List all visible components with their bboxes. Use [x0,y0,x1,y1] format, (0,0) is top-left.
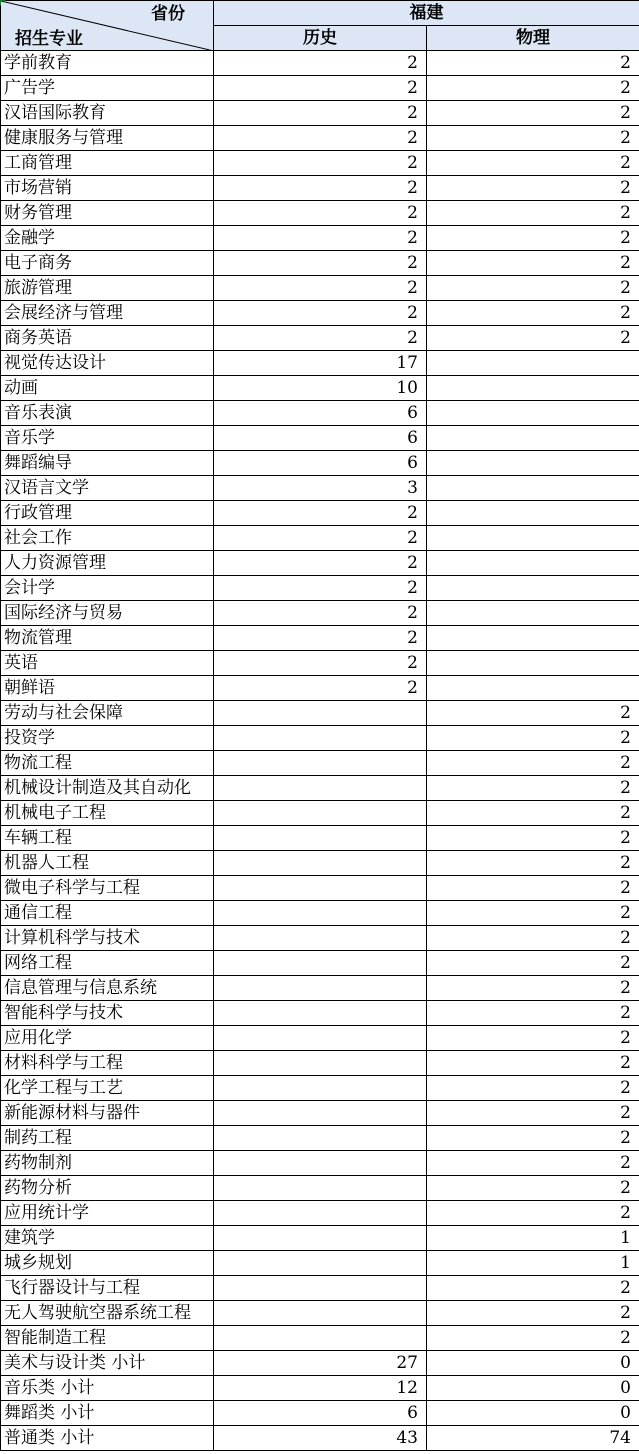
major-name-cell[interactable]: 机器人工程 [1,851,214,876]
major-name-cell[interactable]: 城乡规划 [1,1251,214,1276]
table-row [1,876,639,901]
history-count-cell[interactable] [214,1326,427,1351]
history-count-cell[interactable]: 2 [214,76,427,101]
table-row [1,351,639,376]
major-name-cell[interactable]: 社会工作 [1,526,214,551]
physics-header-cell[interactable]: 物理 [427,26,639,51]
major-name-cell[interactable]: 建筑学 [1,1226,214,1251]
table-row [1,426,639,451]
major-name-cell[interactable]: 微电子科学与工程 [1,876,214,901]
history-count-cell[interactable] [214,751,427,776]
physics-count-cell[interactable] [427,526,639,551]
table-row [1,101,639,126]
history-count-cell[interactable]: 2 [214,276,427,301]
physics-count-cell[interactable] [427,401,639,426]
history-count-cell[interactable]: 6 [214,1401,427,1426]
history-count-cell[interactable] [214,1301,427,1326]
table-row [1,926,639,951]
table-row [1,376,639,401]
major-name-cell[interactable]: 制药工程 [1,1126,214,1151]
history-count-cell[interactable]: 3 [214,476,427,501]
table-row [1,1001,639,1026]
major-name-cell[interactable]: 健康服务与管理 [1,126,214,151]
physics-count-cell[interactable]: 1 [427,1251,639,1276]
physics-count-cell[interactable] [427,676,639,701]
table-row [1,251,639,276]
physics-count-cell[interactable]: 2 [427,1301,639,1326]
major-name-cell[interactable]: 行政管理 [1,501,214,526]
major-name-cell[interactable]: 视觉传达设计 [1,351,214,376]
major-name-cell[interactable]: 音乐学 [1,426,214,451]
history-count-cell[interactable] [214,1251,427,1276]
physics-count-cell[interactable]: 2 [427,176,639,201]
history-count-cell[interactable] [214,1151,427,1176]
table-row [1,576,639,601]
major-name-cell[interactable]: 广告学 [1,76,214,101]
history-count-cell[interactable] [214,1126,427,1151]
table-row [1,1101,639,1126]
table-row [1,676,639,701]
physics-count-cell[interactable]: 2 [427,1001,639,1026]
table-row [1,1351,639,1376]
physics-count-cell[interactable] [427,376,639,401]
history-count-cell[interactable] [214,1026,427,1051]
history-header-cell[interactable]: 历史 [214,26,427,51]
major-name-cell[interactable]: 应用统计学 [1,1201,214,1226]
major-name-cell[interactable]: 计算机科学与技术 [1,926,214,951]
history-count-cell[interactable] [214,926,427,951]
physics-count-cell[interactable]: 2 [427,826,639,851]
major-name-cell[interactable]: 舞蹈编导 [1,451,214,476]
history-count-cell[interactable]: 2 [214,226,427,251]
major-name-cell[interactable]: 舞蹈类 小计 [1,1401,214,1426]
history-count-cell[interactable]: 10 [214,376,427,401]
physics-count-cell[interactable]: 0 [427,1351,639,1376]
table-row [1,801,639,826]
history-count-cell[interactable]: 2 [214,501,427,526]
history-count-cell[interactable] [214,1201,427,1226]
physics-count-cell[interactable]: 2 [427,851,639,876]
major-name-cell[interactable]: 音乐类 小计 [1,1376,214,1401]
physics-count-cell[interactable]: 0 [427,1401,639,1426]
table-row [1,976,639,1001]
table-row [1,176,639,201]
history-count-cell[interactable] [214,826,427,851]
table-row [1,1176,639,1201]
physics-count-cell[interactable]: 2 [427,101,639,126]
table-row [1,201,639,226]
physics-count-cell[interactable] [427,576,639,601]
physics-count-cell[interactable]: 2 [427,726,639,751]
table-row [1,526,639,551]
major-name-cell[interactable]: 英语 [1,651,214,676]
major-name-cell[interactable]: 车辆工程 [1,826,214,851]
major-name-cell[interactable]: 无人驾驶航空器系统工程 [1,1301,214,1326]
table-row [1,451,639,476]
physics-count-cell[interactable]: 2 [427,326,639,351]
table-row [1,1151,639,1176]
history-count-cell[interactable]: 6 [214,451,427,476]
history-count-cell[interactable] [214,801,427,826]
table-row [1,1026,639,1051]
history-count-cell[interactable]: 2 [214,551,427,576]
table-row [1,1326,639,1351]
major-name-cell[interactable]: 音乐表演 [1,401,214,426]
table-row [1,326,639,351]
major-name-cell[interactable]: 汉语国际教育 [1,101,214,126]
history-count-cell[interactable]: 2 [214,126,427,151]
history-count-cell[interactable]: 2 [214,526,427,551]
physics-count-cell[interactable]: 2 [427,201,639,226]
table-row [1,951,639,976]
major-name-cell[interactable]: 投资学 [1,726,214,751]
major-name-cell[interactable]: 劳动与社会保障 [1,701,214,726]
major-name-cell[interactable]: 机械电子工程 [1,801,214,826]
physics-count-cell[interactable] [427,426,639,451]
major-name-cell[interactable]: 美术与设计类 小计 [1,1351,214,1376]
history-count-cell[interactable] [214,951,427,976]
table-row [1,401,639,426]
table-row [1,1276,639,1301]
physics-count-cell[interactable]: 2 [427,126,639,151]
major-name-cell[interactable]: 电子商务 [1,251,214,276]
physics-count-cell[interactable] [427,601,639,626]
physics-count-cell[interactable]: 2 [427,1076,639,1101]
history-count-cell[interactable] [214,1051,427,1076]
major-name-cell[interactable]: 金融学 [1,226,214,251]
history-count-cell[interactable] [214,1176,427,1201]
major-name-cell[interactable]: 普通类 小计 [1,1426,214,1451]
history-count-cell[interactable]: 2 [214,101,427,126]
history-count-cell[interactable] [214,1226,427,1251]
table-row [1,301,639,326]
physics-count-cell[interactable]: 2 [427,1126,639,1151]
major-name-cell[interactable]: 朝鲜语 [1,676,214,701]
physics-count-cell[interactable]: 2 [427,976,639,1001]
table-row [1,1301,639,1326]
physics-count-cell[interactable]: 2 [427,51,639,76]
major-name-cell[interactable]: 智能科学与技术 [1,1001,214,1026]
physics-count-cell[interactable]: 2 [427,1201,639,1226]
major-name-cell[interactable]: 商务英语 [1,326,214,351]
physics-count-cell[interactable]: 2 [427,1151,639,1176]
history-count-cell[interactable]: 43 [214,1426,427,1451]
physics-count-cell[interactable]: 2 [427,1026,639,1051]
table-row [1,701,639,726]
major-name-cell[interactable]: 化学工程与工艺 [1,1076,214,1101]
physics-count-cell[interactable]: 1 [427,1226,639,1251]
physics-count-cell[interactable]: 2 [427,251,639,276]
table-row [1,651,639,676]
province-header-cell[interactable]: 福建 [214,1,639,26]
history-count-cell[interactable]: 12 [214,1376,427,1401]
history-count-cell[interactable]: 2 [214,151,427,176]
province-label: 省份 [151,4,185,24]
major-name-cell[interactable]: 药物制剂 [1,1151,214,1176]
table-row [1,276,639,301]
history-count-cell[interactable]: 2 [214,301,427,326]
physics-count-cell[interactable]: 2 [427,1326,639,1351]
major-name-cell[interactable]: 财务管理 [1,201,214,226]
physics-count-cell[interactable] [427,451,639,476]
physics-count-cell[interactable]: 2 [427,751,639,776]
history-count-cell[interactable] [214,901,427,926]
history-count-cell[interactable] [214,701,427,726]
history-count-cell[interactable]: 2 [214,626,427,651]
history-count-cell[interactable] [214,1001,427,1026]
history-count-cell[interactable] [214,726,427,751]
major-name-cell[interactable]: 信息管理与信息系统 [1,976,214,1001]
physics-count-cell[interactable]: 0 [427,1376,639,1401]
major-name-cell[interactable]: 通信工程 [1,901,214,926]
major-name-cell[interactable]: 人力资源管理 [1,551,214,576]
table-row [1,901,639,926]
major-name-cell[interactable]: 工商管理 [1,151,214,176]
physics-count-cell[interactable]: 2 [427,776,639,801]
corner-header-cell[interactable] [1,1,214,51]
physics-count-cell[interactable]: 2 [427,1276,639,1301]
physics-count-cell[interactable] [427,501,639,526]
history-count-cell[interactable] [214,1101,427,1126]
table-row [1,626,639,651]
history-count-cell[interactable]: 2 [214,51,427,76]
table-row [1,851,639,876]
physics-count-cell[interactable]: 2 [427,301,639,326]
major-name-cell[interactable]: 动画 [1,376,214,401]
major-name-cell[interactable]: 学前教育 [1,51,214,76]
table-row [1,476,639,501]
table-row [1,1426,639,1451]
physics-count-cell[interactable]: 2 [427,1101,639,1126]
history-count-cell[interactable] [214,851,427,876]
history-count-cell[interactable]: 2 [214,601,427,626]
table-row [1,1251,639,1276]
physics-count-cell[interactable]: 74 [427,1426,639,1451]
physics-count-cell[interactable] [427,651,639,676]
table-row [1,1076,639,1101]
history-count-cell[interactable]: 2 [214,251,427,276]
history-count-cell[interactable]: 2 [214,651,427,676]
table-row [1,826,639,851]
major-name-cell[interactable]: 物流工程 [1,751,214,776]
physics-count-cell[interactable]: 2 [427,1176,639,1201]
table-row [1,551,639,576]
history-count-cell[interactable]: 27 [214,1351,427,1376]
table-row [1,601,639,626]
major-name-cell[interactable]: 会展经济与管理 [1,301,214,326]
table-row [1,51,639,76]
major-name-cell[interactable]: 新能源材料与器件 [1,1101,214,1126]
physics-count-cell[interactable] [427,351,639,376]
table-row [1,1051,639,1076]
history-count-cell[interactable] [214,776,427,801]
history-count-cell[interactable]: 2 [214,676,427,701]
major-name-cell[interactable]: 汉语言文学 [1,476,214,501]
physics-count-cell[interactable]: 2 [427,1051,639,1076]
major-name-cell[interactable]: 药物分析 [1,1176,214,1201]
table-row [1,1226,639,1251]
history-count-cell[interactable] [214,1076,427,1101]
major-name-cell[interactable]: 物流管理 [1,626,214,651]
physics-count-cell[interactable] [427,476,639,501]
major-name-cell[interactable]: 材料科学与工程 [1,1051,214,1076]
table-row [1,1126,639,1151]
history-count-cell[interactable]: 6 [214,426,427,451]
history-count-cell[interactable]: 2 [214,201,427,226]
major-label: 招生专业 [15,29,83,49]
table-row [1,1376,639,1401]
table-row [1,226,639,251]
physics-count-cell[interactable]: 2 [427,951,639,976]
table-row [1,1401,639,1426]
physics-count-cell[interactable]: 2 [427,876,639,901]
physics-count-cell[interactable]: 2 [427,801,639,826]
physics-count-cell[interactable]: 2 [427,226,639,251]
major-name-cell[interactable]: 旅游管理 [1,276,214,301]
major-name-cell[interactable]: 国际经济与贸易 [1,601,214,626]
major-name-cell[interactable]: 应用化学 [1,1026,214,1051]
history-count-cell[interactable]: 2 [214,326,427,351]
table-row [1,151,639,176]
table-row [1,1201,639,1226]
physics-count-cell[interactable]: 2 [427,926,639,951]
physics-count-cell[interactable]: 2 [427,276,639,301]
history-count-cell[interactable] [214,876,427,901]
major-name-cell[interactable]: 智能制造工程 [1,1326,214,1351]
table-row [1,76,639,101]
physics-count-cell[interactable]: 2 [427,901,639,926]
major-name-cell[interactable]: 网络工程 [1,951,214,976]
major-name-cell[interactable]: 飞行器设计与工程 [1,1276,214,1301]
history-count-cell[interactable]: 2 [214,576,427,601]
history-count-cell[interactable] [214,1276,427,1301]
header-row-1 [1,1,639,26]
history-count-cell[interactable]: 17 [214,351,427,376]
major-name-cell[interactable]: 机械设计制造及其自动化 [1,776,214,801]
table-row [1,501,639,526]
physics-count-cell[interactable]: 2 [427,76,639,101]
physics-count-cell[interactable]: 2 [427,151,639,176]
physics-count-cell[interactable]: 2 [427,701,639,726]
major-name-cell[interactable]: 市场营销 [1,176,214,201]
table-row [1,726,639,751]
history-count-cell[interactable] [214,976,427,1001]
history-count-cell[interactable]: 2 [214,176,427,201]
physics-count-cell[interactable] [427,551,639,576]
table-row [1,776,639,801]
major-name-cell[interactable]: 会计学 [1,576,214,601]
table-row [1,751,639,776]
table-row [1,126,639,151]
history-count-cell[interactable]: 6 [214,401,427,426]
physics-count-cell[interactable] [427,626,639,651]
